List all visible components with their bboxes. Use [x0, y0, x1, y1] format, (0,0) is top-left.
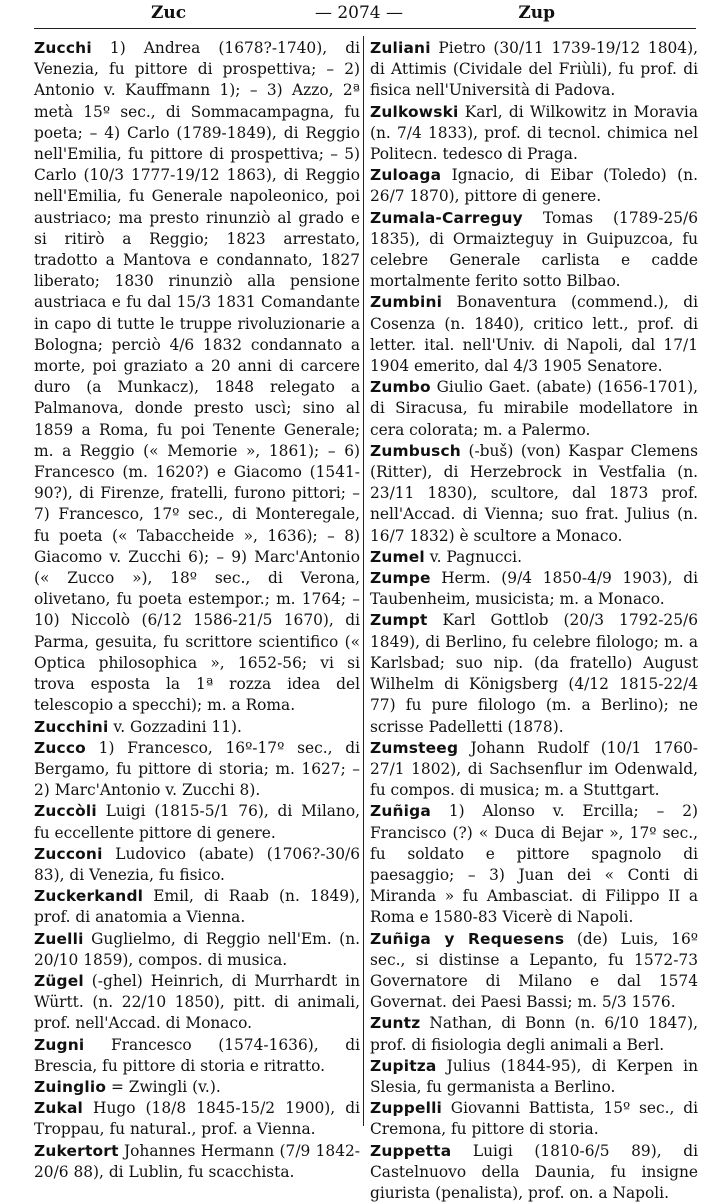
entry-headword: Zuinglio — [34, 1077, 107, 1096]
dictionary-entry — [370, 1098, 698, 1140]
entry-text: (-ghel) Heinrich, di Murrhardt in Württ. (n. 22/10 1850), pitt. di animali, prof. nell'Accad. di Monaco. — [34, 971, 360, 1033]
dictionary-entry — [34, 1035, 360, 1077]
dictionary-entry — [370, 568, 698, 610]
entry-headword: Zuntz — [370, 1014, 421, 1033]
entry-text: (-buš) (von) Kaspar Clemens (Ritter), di Herzebrock in Vestfalia (n. 23/11 1830), scultore, dal 1873 prof. nell'Accad. di Vienna; suo frat. Julius (n. 16/7 1832) è scultore a Monaco. — [370, 441, 698, 545]
column-divider — [363, 36, 364, 1126]
entry-text: Francesco (1574-1636), di Brescia, fu pittore di storia e ritratto. — [34, 1035, 360, 1075]
entry-headword: Zuliani — [370, 39, 431, 57]
dictionary-entry — [34, 1077, 360, 1098]
entry-text: Johann Rudolf (10/1 1760-27/1 1802), di Sachsenflur im Odenwald, fu compos. di musica; m. a Stuttgart. — [370, 738, 698, 800]
entry-headword: Zuñiga y Requesens — [370, 929, 565, 948]
right-column — [370, 38, 698, 1202]
entry-headword: Zuelli — [34, 929, 84, 948]
dictionary-entry — [34, 801, 360, 843]
entry-text: Johannes Hermann (7/9 1842-20/6 88), di Lublin, fu scacchista. — [34, 1141, 360, 1181]
entry-headword: Zumala-Carreguy — [370, 208, 523, 227]
dictionary-entry — [34, 1098, 360, 1140]
entry-text: Guglielmo, di Reggio nell'Em. (n. 20/10 1859), compos. di musica. — [34, 929, 360, 969]
entry-text: Hugo (18/8 1845-15/2 1900), di Troppau, fu natural., prof. a Vienna. — [34, 1099, 360, 1139]
dictionary-entry — [370, 1013, 698, 1055]
entry-text: Karl, di Wilkowitz in Moravia (n. 7/4 1833), prof. di tecnol. chimica nel Politecn. tedesco di Praga. — [370, 102, 698, 164]
entry-text: Nathan, di Bonn (n. 6/10 1847), prof. di fisiologia degli animali a Berl. — [370, 1014, 698, 1054]
dictionary-entry — [34, 971, 360, 1035]
entry-headword: Zügel — [34, 971, 84, 990]
dictionary-entry — [34, 844, 360, 886]
entry-text: 1) Alonso v. Ercilla; – 2) Francisco (?) « Duca di Bejar », 17º sec., fu soldato e pittore spagnolo di paesaggio; – 3) Juan dei « Conti di Miranda » fu Ambasciat. di Filippo II a Roma e 1580-83 Vicerè di Napoli. — [370, 802, 698, 927]
dictionary-entry — [34, 717, 360, 738]
entry-headword: Zumbo — [370, 378, 431, 397]
entry-headword: Zuppelli — [370, 1099, 443, 1118]
entry-headword: Zupitza — [370, 1056, 437, 1075]
entry-text: Giovanni Battista, 15º sec., di Cremona, fu pittore di storia. — [370, 1099, 698, 1139]
entry-text: 1) Andrea (1678?-1740), di Venezia, fu pittore di prospettiva; – 2) Antonio v. Kauffmann 1); – 3) Azzo, 2ª metà 15º sec., di Sommacampagna, fu poeta; – 4) Carlo (1789-1849), di Reggio nell'Emilia, fu pittore di prospettiva; – 5) Carlo (10/3 1777-19/12 1863), di Reggio nell'Emilia, fu Generale napoleonico, poi austriaco; ma presto rinunziò al grado e si ritirò a Reggio; 1823 arrestato, tradotto a Mantova e condannato, 1827 liberato; 1830 rinunziò alla pensione austriaca e fu dal 15/3 1831 Comandante in capo di tutte le truppe rivoluzionarie a Bologna; perciò 4/6 1832 condannato a morte, poi graziato a 20 anni di carcere duro (a Munkacz), 1848 relegato a Palmanova, donde presto uscì; sino al 1859 a Roma, fu poi Tenente Generale; m. a Reggio (« Memorie », 1861); – 6) Francesco (m. 1620?) e Giacomo (1541-90?), di Firenze, fratelli, furono pittori; – 7) Francesco, 17º sec., di Monteregale, fu poeta (« Tabaccheide », 1636); – 8) Giacomo v. Zucchi 6); – 9) Marc'Antonio (« Zucco »), 18º sec., di Verona, olivetano, fu poeta estempor.; m. 1764; – 10) Niccolò (6/12 1586-21/5 1670), di Parma, gesuita, fu scrittore scientifico (« Optica philosophica », 1652-56; vi si trova esposta la 1ª rozza idea del telescopio a specchi); m. a Roma. — [34, 39, 360, 715]
entry-text: Luigi (1815-5/1 76), di Milano, fu eccellente pittore di genere. — [34, 802, 360, 842]
entry-text: Ignacio, di Eibar (Toledo) (n. 26/7 1870), pittore di genere. — [370, 166, 698, 206]
entry-headword: Zuñiga — [370, 802, 431, 821]
page-header — [0, 0, 718, 34]
entry-headword: Zuloaga — [370, 166, 442, 185]
entry-text: Tomas (1789-25/6 1835), di Ormaizteguy in Guipuzcoa, fu celebre Generale carlista e cadde mortalmente ferito sotto Bilbao. — [370, 208, 698, 291]
entry-headword: Zumbusch — [370, 441, 461, 460]
dictionary-entry — [370, 547, 698, 568]
entry-headword: Zuppetta — [370, 1141, 452, 1160]
dictionary-entry — [370, 102, 698, 166]
dictionary-entry — [370, 377, 698, 441]
header-rule — [34, 28, 696, 29]
entry-text: Giulio Gaet. (abate) (1656-1701), di Siracusa, fu mirabile modellatore in cera colorata; m. a Palermo. — [370, 378, 698, 439]
entry-text: 1) Francesco, 16º-17º sec., di Bergamo, fu pittore di storia; m. 1627; – 2) Marc'Antonio v. Zucchi 8). — [34, 738, 360, 800]
entry-text: Karl Gottlob (20/3 1792-25/6 1849), di Berlino, fu celebre filologo; m. a Karlsbad; suo nip. (da fratello) August Wilhelm di Königsberg (4/12 1815-22/4 77) fu pure filologo (m. a Berlino); ne scrisse Padelletti (1878). — [370, 611, 698, 736]
dictionary-entry — [370, 441, 698, 547]
entry-headword: Zuckerkandl — [34, 887, 144, 906]
entry-headword: Zumsteeg — [370, 738, 459, 757]
entry-headword: Zucchini — [34, 717, 109, 736]
entry-text: = Zwingli (v.). — [106, 1077, 221, 1096]
entry-headword: Zucconi — [34, 844, 103, 863]
dictionary-entry — [34, 38, 360, 717]
entry-headword: Zuccòli — [34, 802, 97, 821]
header-right-guideword: Zup — [518, 3, 555, 23]
dictionary-entry — [370, 1056, 698, 1098]
dictionary-entry — [370, 292, 698, 377]
entry-headword: Zumel — [370, 547, 425, 566]
dictionary-entry — [370, 610, 698, 737]
dictionary-entry — [370, 801, 698, 928]
dictionary-entry — [370, 165, 698, 207]
dictionary-entry — [34, 929, 360, 971]
dictionary-entry — [370, 738, 698, 802]
entry-text: Emil, di Raab (n. 1849), prof. di anatomia a Vienna. — [34, 887, 360, 927]
entry-headword: Zulkowski — [370, 102, 459, 121]
entry-text: v. Gozzadini 11). — [108, 717, 242, 736]
left-column — [34, 38, 360, 1181]
entry-headword: Zumbini — [370, 293, 443, 312]
dictionary-entry — [34, 738, 360, 802]
entry-text: Pietro (30/11 1739-19/12 1804), di Attimis (Cividale del Friùli), fu prof. di fisica nell'Università di Padova. — [370, 39, 698, 100]
dictionary-entry — [34, 886, 360, 928]
page-number: — 2074 — — [314, 3, 404, 23]
entry-headword: Zumpe — [370, 569, 431, 588]
dictionary-entry — [370, 929, 698, 1014]
entry-headword: Zukertort — [34, 1141, 119, 1160]
entry-headword: Zukal — [34, 1099, 84, 1118]
entry-text: Luigi (1810-6/5 89), di Castelnuovo della Daunia, fu insigne giurista (penalista), prof. on. a Napoli. — [370, 1141, 698, 1202]
entry-text: (de) Luis, 16º sec., si distinse a Lepanto, fu 1572-73 Governatore di Milano e dal 1574 Governat. dei Paesi Bassi; m. 5/3 1576. — [370, 929, 698, 1012]
dictionary-entry — [370, 38, 698, 102]
header-left-guideword: Zuc — [151, 3, 187, 23]
entry-text: Julius (1844-95), di Kerpen in Slesia, fu germanista a Berlino. — [370, 1056, 698, 1096]
entry-headword: Zugni — [34, 1035, 85, 1054]
entry-text: Bonaventura (commend.), di Cosenza (n. 1840), critico lett., prof. di letter. ital. nell'Univ. di Napoli, dal 17/1 1904 emerito, dal 4/3 1905 Senatore. — [370, 293, 698, 376]
dictionary-entry — [34, 1141, 360, 1183]
entry-text: Herm. (9/4 1850-4/9 1903), di Taubenheim, musicista; m. a Monaco. — [370, 569, 698, 609]
dictionary-entry — [370, 208, 698, 293]
entry-text: v. Pagnucci. — [424, 547, 522, 566]
entry-headword: Zucchi — [34, 39, 92, 57]
entry-headword: Zumpt — [370, 611, 428, 630]
dictionary-entry — [370, 1141, 698, 1204]
entry-text: Ludovico (abate) (1706?-30/6 83), di Venezia, fu fisico. — [34, 844, 360, 884]
entry-headword: Zucco — [34, 738, 86, 757]
